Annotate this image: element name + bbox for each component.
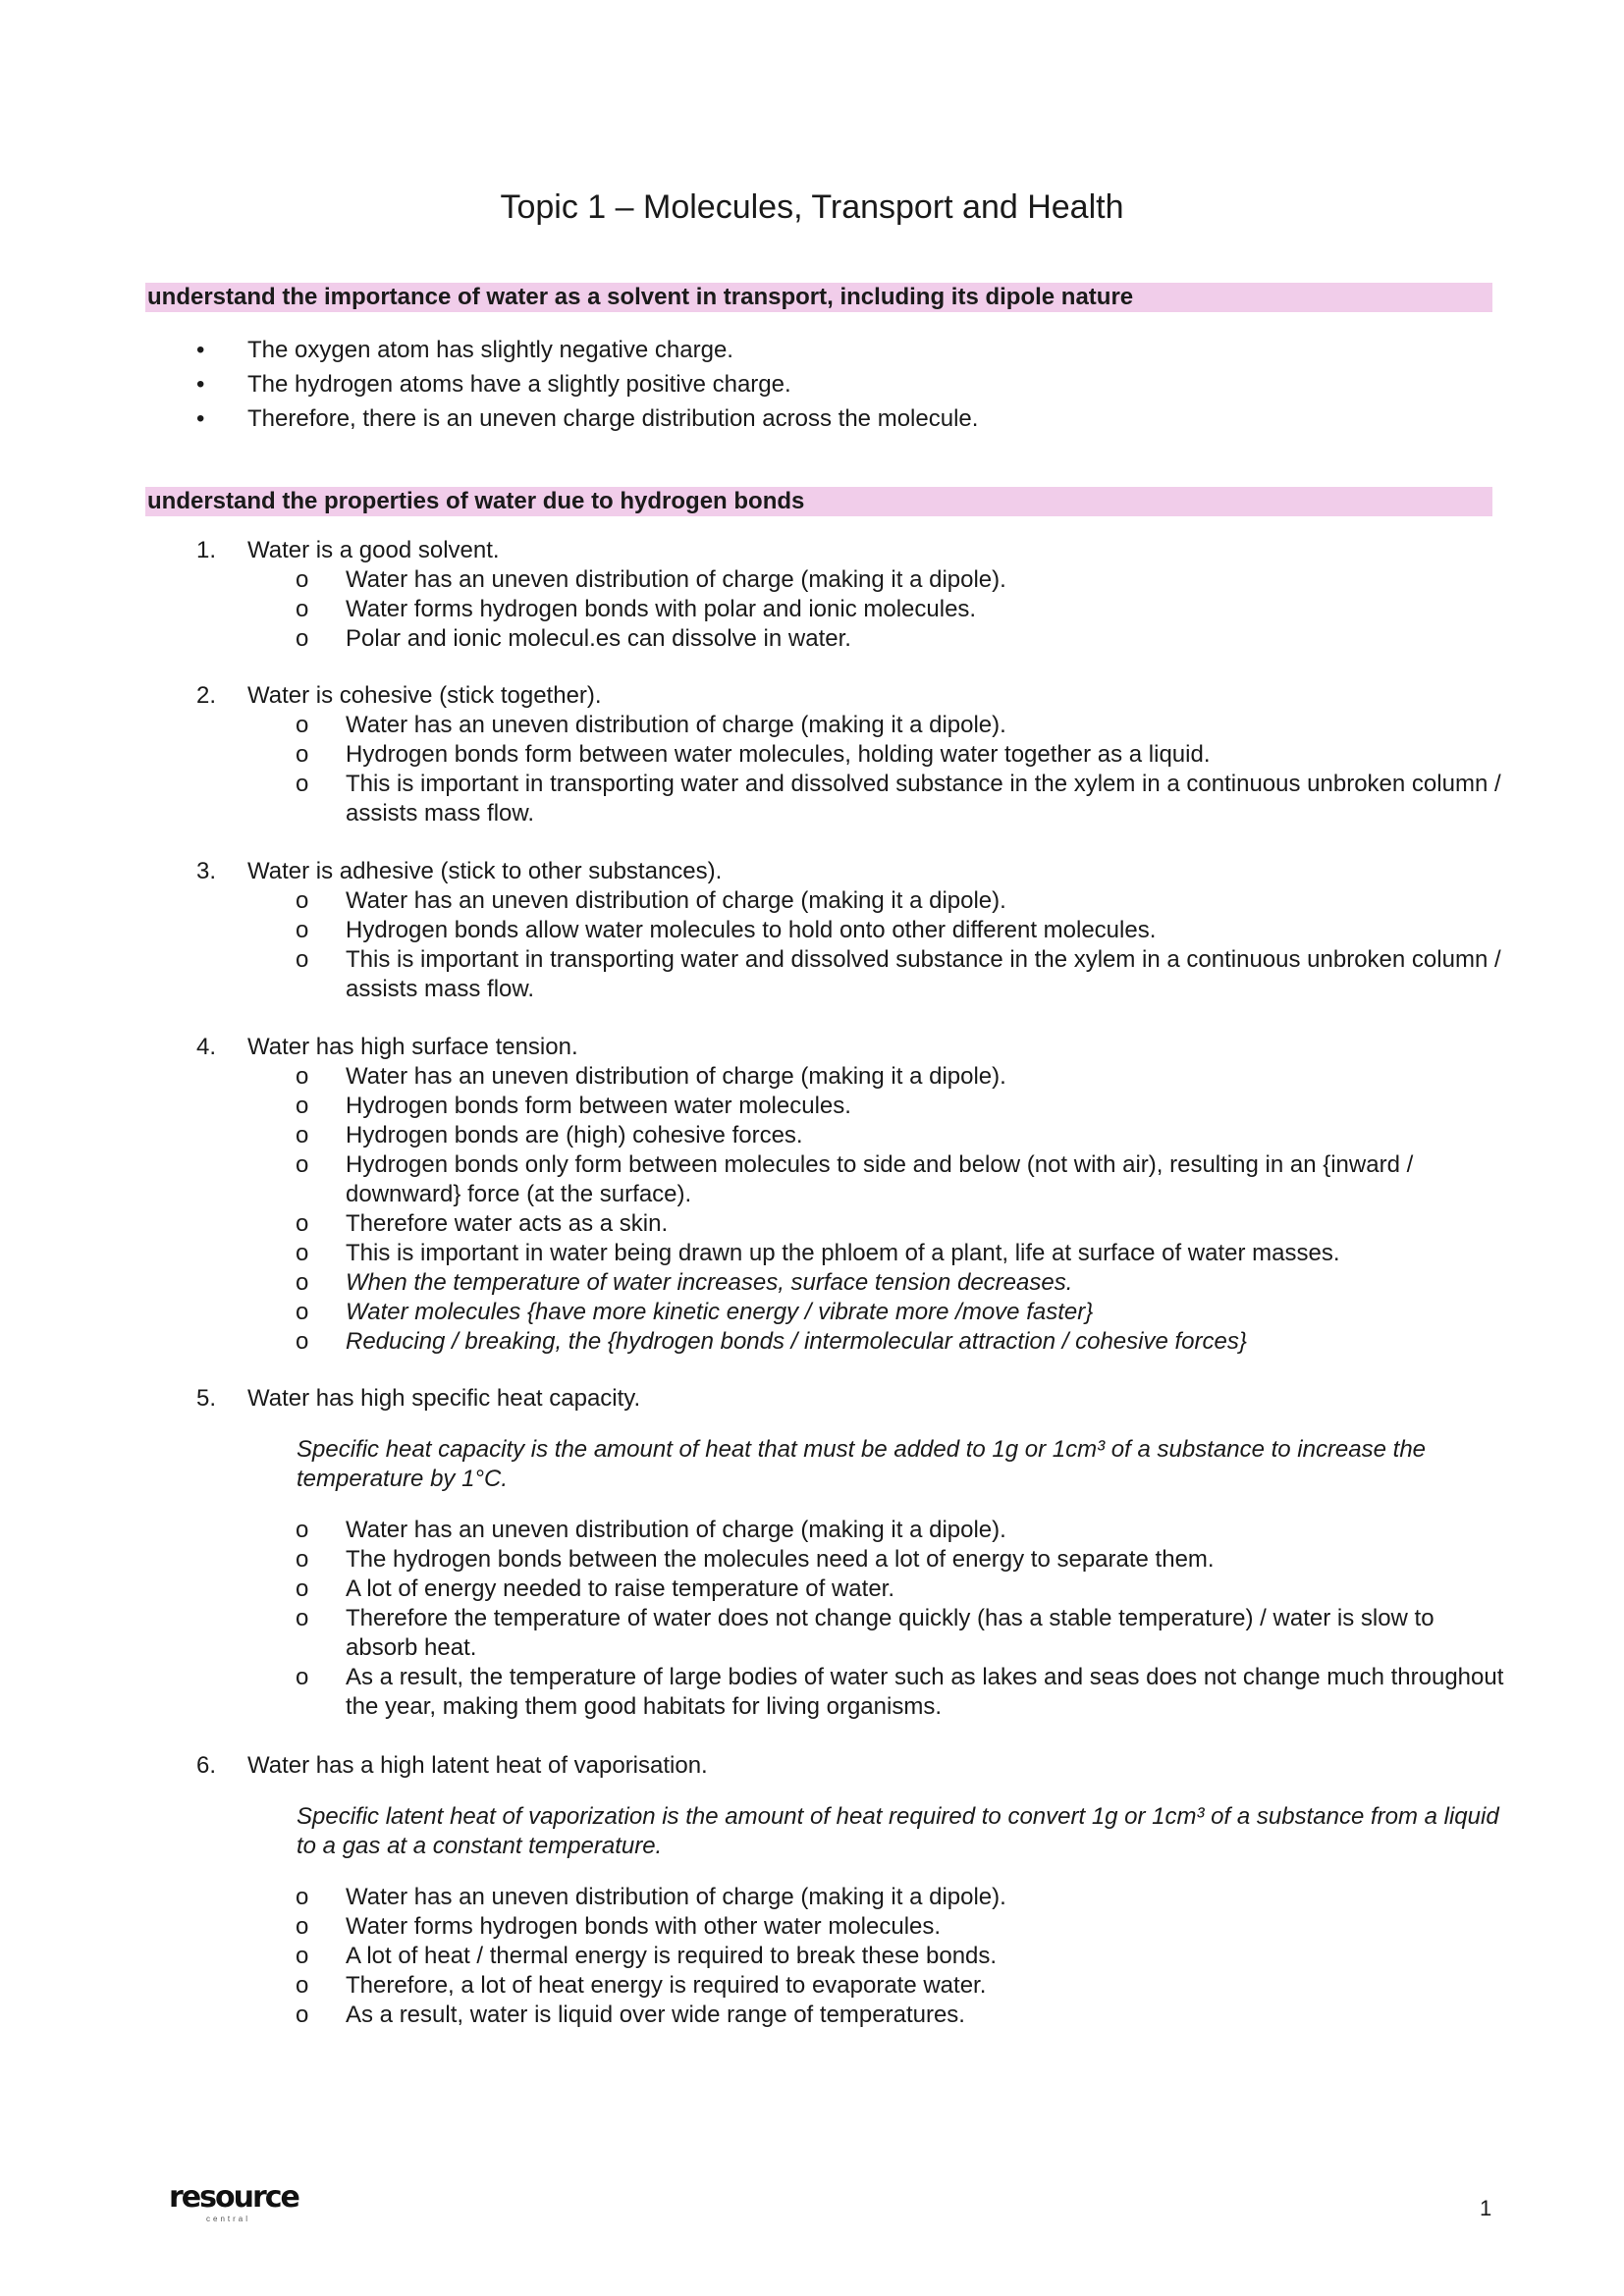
item-number: 5. — [196, 1385, 217, 1412]
list-item: o Polar and ionic molecul.es can dissolve in water. — [296, 625, 851, 652]
page-number: 1 — [1480, 2196, 1492, 2220]
list-item: o This is important in water being drawn up the phloem of a plant, life at surface of water masses. — [296, 1240, 1340, 1266]
section-heading-solvent: understand the importance of water as a solvent in transport, including its dipole nature — [145, 283, 1492, 312]
item-number: 4. — [196, 1034, 217, 1060]
list-item: • Therefore, there is an uneven charge distribution across the molecule. — [196, 401, 978, 436]
list-item: o Water has an uneven distribution of charge (making it a dipole). — [296, 712, 1006, 738]
item-number: 3. — [196, 858, 217, 884]
item-title: Water is cohesive (stick together). — [247, 682, 602, 709]
item-title: Water has high specific heat capacity. — [247, 1385, 641, 1412]
list-item: o The hydrogen bonds between the molecules need a lot of energy to separate them. — [296, 1546, 1215, 1573]
definition-text: Specific latent heat of vaporization is the amount of heat required to convert 1g or 1cm³ of a substance from a liquid to a gas at a constant temperature. — [297, 1803, 1499, 1859]
list-item: o Water has an uneven distribution of charge (making it a dipole). — [296, 1517, 1006, 1543]
list-item: o A lot of heat / thermal energy is required to break these bonds. — [296, 1943, 998, 1969]
solvent-bullet-list — [196, 333, 978, 436]
item-number: 2. — [196, 682, 217, 709]
property-item-2 — [196, 681, 1512, 828]
item-number: 1. — [196, 537, 217, 563]
list-item: o Water forms hydrogen bonds with other water molecules. — [296, 1913, 942, 1940]
list-item: • The hydrogen atoms have a slightly positive charge. — [196, 367, 978, 401]
item-number: 6. — [196, 1752, 217, 1779]
list-item: o Therefore water acts as a skin. — [296, 1210, 669, 1237]
list-item: o This is important in transporting water and dissolved substance in the xylem in a continuous unbroken column / assists mass flow. — [296, 946, 1501, 1002]
property-item-4 — [196, 1033, 1512, 1357]
item-title: Water has high surface tension. — [247, 1034, 578, 1060]
definition-text: Specific heat capacity is the amount of heat that must be added to 1g or 1cm³ of a substance to increase the temperature by 1°C. — [297, 1436, 1427, 1492]
property-item-3 — [196, 857, 1512, 1004]
section-heading-hydrogen-bonds: understand the properties of water due to hydrogen bonds — [145, 487, 1492, 516]
list-item: o Hydrogen bonds allow water molecules to hold onto other different molecules. — [296, 917, 1157, 943]
resource-logo: resource — [169, 2180, 298, 2215]
list-item: o This is important in transporting water and dissolved substance in the xylem in a continuous unbroken column / assists mass flow. — [296, 771, 1501, 827]
item-title: Water has a high latent heat of vaporisation. — [247, 1752, 708, 1779]
property-item-1 — [196, 536, 1512, 654]
page-title: Topic 1 – Molecules, Transport and Health — [500, 188, 1124, 226]
list-item: o Hydrogen bonds form between water molecules. — [296, 1093, 851, 1119]
list-item: • The oxygen atom has slightly negative charge. — [196, 333, 978, 367]
item-title: Water is a good solvent. — [247, 537, 500, 563]
list-item: o Hydrogen bonds are (high) cohesive forces. — [296, 1122, 803, 1148]
list-item: o As a result, the temperature of large bodies of water such as lakes and seas does not change much throughout the year, making them good habitats for living organisms. — [296, 1664, 1504, 1720]
list-item: o Hydrogen bonds form between water molecules, holding water together as a liquid. — [296, 741, 1211, 768]
list-item: o Therefore the temperature of water does not change quickly (has a stable temperature) / water is slow to absorb heat. — [296, 1605, 1435, 1661]
list-item: o Water has an uneven distribution of charge (making it a dipole). — [296, 887, 1006, 914]
property-item-6 — [196, 1751, 1512, 2030]
list-item: o Water has an uneven distribution of charge (making it a dipole). — [296, 566, 1006, 593]
list-item: o Water forms hydrogen bonds with polar and ionic molecules. — [296, 596, 977, 622]
list-item: o Water molecules {have more kinetic energy / vibrate more /move faster} — [296, 1299, 1094, 1325]
list-item: o Water has an uneven distribution of charge (making it a dipole). — [296, 1884, 1006, 1910]
logo-subtitle: central — [206, 2215, 251, 2223]
list-item: o As a result, water is liquid over wide range of temperatures. — [296, 2002, 965, 2028]
list-item: o Water has an uneven distribution of charge (making it a dipole). — [296, 1063, 1006, 1090]
item-title: Water is adhesive (stick to other substances). — [247, 858, 723, 884]
list-item: o Reducing / breaking, the {hydrogen bonds / intermolecular attraction / cohesive forces} — [296, 1328, 1247, 1355]
list-item: o When the temperature of water increases, surface tension decreases. — [296, 1269, 1073, 1296]
list-item: o A lot of energy needed to raise temperature of water. — [296, 1575, 895, 1602]
list-item: o Hydrogen bonds only form between molecules to side and below (not with air), resulting in an {inward / downward} force (at the surface). — [296, 1151, 1414, 1207]
property-item-5 — [196, 1384, 1512, 1722]
list-item: o Therefore, a lot of heat energy is required to evaporate water. — [296, 1972, 987, 1999]
